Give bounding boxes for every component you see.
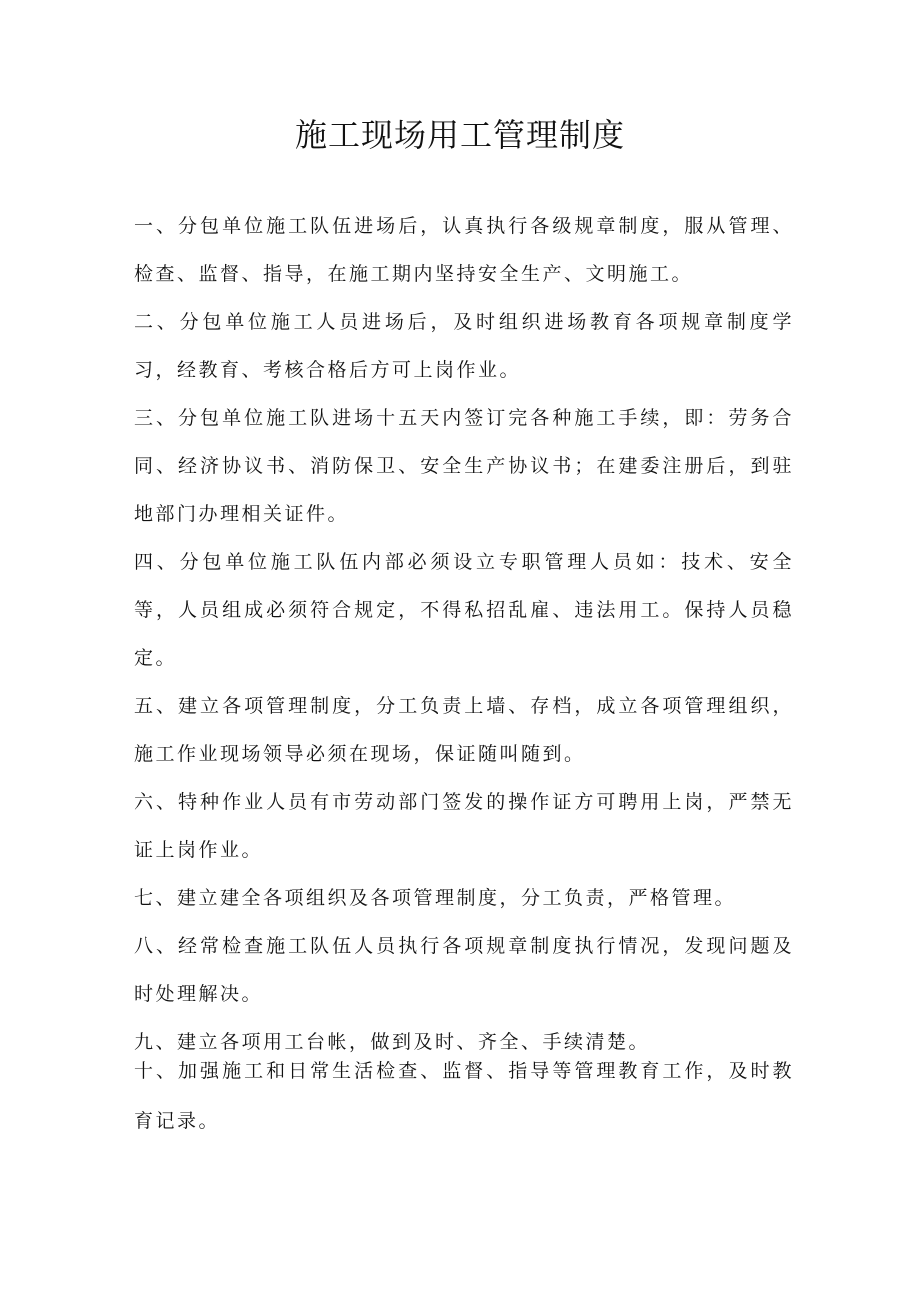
rule-item-6: 六、特种作业人员有市劳动部门签发的操作证方可聘用上岗，严禁无证上岗作业。 [134,791,794,861]
rule-item-5: 五、建立各项管理制度，分工负责上墙、存档，成立各项管理组织，施工作业现场领导必须在现场，保证随叫随到。 [134,695,794,765]
rule-item-1: 一、分包单位施工队伍进场后，认真执行各级规章制度，服从管理、检查、监督、指导，在施工期内坚持安全生产、文明施工。 [134,215,794,285]
document-title: 施工现场用工管理制度 [294,116,625,154]
rule-item-9: 九、建立各项用工台帐，做到及时、齐全、手续清楚。 [134,1031,651,1053]
rule-item-7: 七、建立建全各项组织及各项管理制度，分工负责，严格管理。 [134,887,737,909]
rules-list [134,202,794,1066]
rule-item-8: 八、经常检查施工队伍人员执行各项规章制度执行情况，发现问题及时处理解决。 [134,935,794,1005]
rule-item-2: 二、分包单位施工人员进场后，及时组织进场教育各项规章制度学习，经教育、考核合格后方可上岗作业。 [134,311,794,381]
rule-item-10: 十、加强施工和日常生活检查、监督、指导等管理教育工作，及时教育记录。 [134,1060,794,1132]
rule-item-3: 三、分包单位施工队进场十五天内签订完各种施工手续，即：劳务合同、经济协议书、消防保卫、安全生产协议书；在建委注册后，到驻地部门办理相关证件。 [134,407,794,525]
rule-item-4: 四、分包单位施工队伍内部必须设立专职管理人员如：技术、安全等，人员组成必须符合规定，不得私招乱雇、违法用工。保持人员稳定。 [134,551,794,669]
rules-list-final [134,1046,794,1146]
